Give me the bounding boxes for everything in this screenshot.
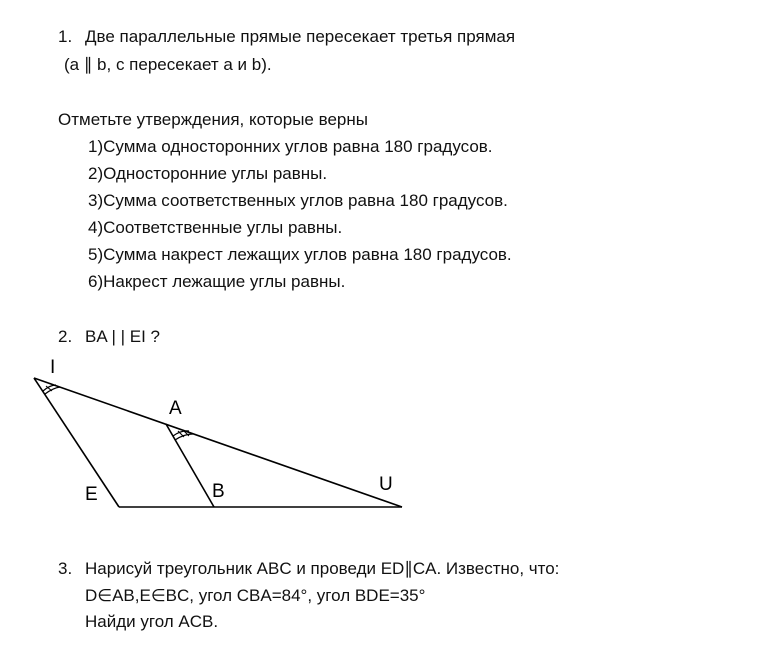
task1-number: 1. — [58, 27, 73, 46]
task3-line1: Нарисуй треугольник ABC и проведи ED∥CA. Известно, что: — [85, 559, 560, 578]
label-i: I — [50, 357, 56, 378]
label-e: E — [85, 484, 98, 505]
task1-statement-1: 1)Сумма односторонних углов равна 180 градусов. — [88, 137, 493, 156]
segment-ie — [34, 378, 119, 507]
angle-mark-a — [173, 430, 193, 440]
task3-header — [58, 558, 559, 580]
label-b: B — [212, 481, 225, 502]
task1-statement-4: 4)Соответственные углы равны. — [88, 218, 343, 237]
task1-statement-6: 6)Накрест лежащие углы равны. — [88, 272, 346, 291]
task3-line3: Найди угол ACB. — [85, 612, 219, 631]
task1-prompt: Отметьте утверждения, которые верны — [58, 110, 368, 129]
label-u: U — [379, 474, 393, 495]
segment-ab — [166, 424, 214, 507]
label-a: A — [169, 398, 182, 419]
task1-statement-3: 3)Сумма соответственных углов равна 180 градусов. — [88, 191, 508, 210]
task1-line1: Две параллельные прямые пересекает третья прямая — [85, 27, 516, 46]
task2-number: 2. — [58, 327, 73, 346]
task3-line2: D∈AB,E∈BC, угол CBA=84°, угол BDE=35° — [85, 586, 426, 605]
task1-header — [58, 26, 515, 48]
task3-number: 3. — [58, 559, 73, 578]
task2-figure — [25, 355, 415, 520]
task1-statement-5: 5)Сумма накрест лежащих углов равна 180 градусов. — [88, 245, 512, 264]
task2-question: BA | | EI ? — [85, 327, 160, 346]
task2-header — [58, 326, 160, 348]
task1-line2: (a ∥ b, c пересекает a и b). — [64, 55, 272, 74]
task1-statement-2: 2)Односторонние углы равны. — [88, 164, 328, 183]
